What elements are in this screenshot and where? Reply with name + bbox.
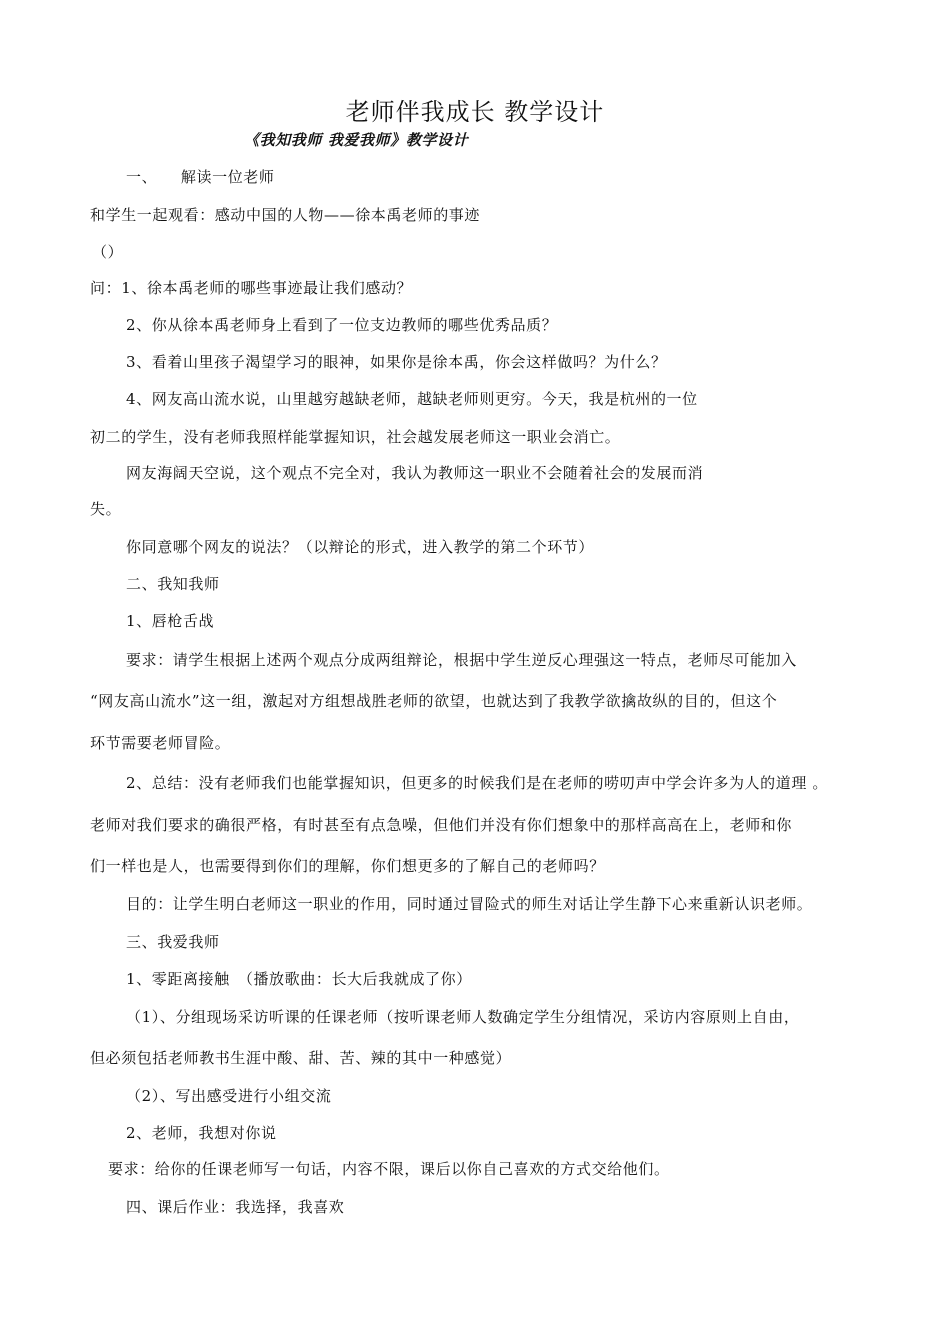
- document-title: 老师伴我成长 教学设计: [345, 98, 605, 126]
- paragraph-line: 网友海阔天空说，这个观点不完全对，我认为教师这一职业不会随着社会的发展而消: [126, 464, 704, 482]
- paragraph-line: 要求：请学生根据上述两个观点分成两组辩论，根据中学生逆反心理强这一特点，老师尽可能加入: [126, 651, 797, 669]
- paragraph-line: 老师对我们要求的确很严格，有时甚至有点急噪，但他们并没有你们想象中的那样高高在上，老师和你: [90, 816, 793, 834]
- subheading-line: 1、唇枪舌战: [126, 612, 215, 630]
- document-subtitle: 《我知我师 我爱我师》教学设计: [244, 131, 469, 149]
- question-line: 4、网友高山流水说，山里越穷越缺老师，越缺老师则更穷。今天，我是杭州的一位: [126, 390, 698, 408]
- subheading-line: 2、老师，我想对你说: [126, 1124, 277, 1142]
- section-heading-2: 二、我知我师: [126, 575, 220, 593]
- paragraph-line: 但必须包括老师教书生涯中酸、甜、苦、辣的其中一种感觉）: [90, 1049, 512, 1067]
- paragraph-line: “网友高山流水”这一组，激起对方组想战胜老师的欲望，也就达到了我教学欲擒故纵的目的，但这个: [90, 692, 778, 710]
- paragraph-line: 和学生一起观看：感动中国的人物——徐本禹老师的事迹: [90, 206, 481, 224]
- paragraph-line: 目的：让学生明白老师这一职业的作用，同时通过冒险式的师生对话让学生静下心来重新认识老师。: [126, 895, 813, 913]
- paragraph-line: 们一样也是人，也需要得到你们的理解，你们想更多的了解自己的老师吗？: [90, 857, 605, 875]
- paragraph-line: （2）、写出感受进行小组交流: [126, 1087, 332, 1105]
- section-heading-1: 一、 解读一位老师: [126, 168, 275, 186]
- question-line: 3、看着山里孩子渴望学习的眼神，如果你是徐本禹，你会这样做吗？为什么？: [126, 353, 667, 371]
- question-line: 2、你从徐本禹老师身上看到了一位支边教师的哪些优秀品质？: [126, 316, 558, 334]
- paragraph-line: （）: [92, 243, 124, 261]
- paragraph-line: 失。: [90, 500, 122, 518]
- paragraph-line: 2、总结：没有老师我们也能掌握知识，但更多的时候我们是在老师的唠叨声中学会许多为人的道理 。: [126, 774, 828, 792]
- section-heading-4: 四、课后作业：我选择，我喜欢: [126, 1198, 345, 1216]
- paragraph-line: 初二的学生，没有老师我照样能掌握知识，社会越发展老师这一职业会消亡。: [90, 428, 621, 446]
- paragraph-line: 你同意哪个网友的说法？（以辩论的形式，进入教学的第二个环节）: [126, 538, 595, 556]
- section-heading-3: 三、我爱我师: [126, 933, 220, 951]
- paragraph-line: 环节需要老师冒险。: [90, 734, 231, 752]
- paragraph-line: 要求：给你的任课老师写一句话，内容不限，课后以你自己喜欢的方式交给他们。: [108, 1160, 670, 1178]
- paragraph-line: （1）、分组现场采访听课的任课老师（按听课老师人数确定学生分组情况，采访内容原则上自由，: [126, 1008, 800, 1026]
- question-line: 问：1、徐本禹老师的哪些事迹最让我们感动？: [90, 279, 413, 297]
- subheading-line: 1、零距离接触 （播放歌曲：长大后我就成了你）: [126, 970, 472, 988]
